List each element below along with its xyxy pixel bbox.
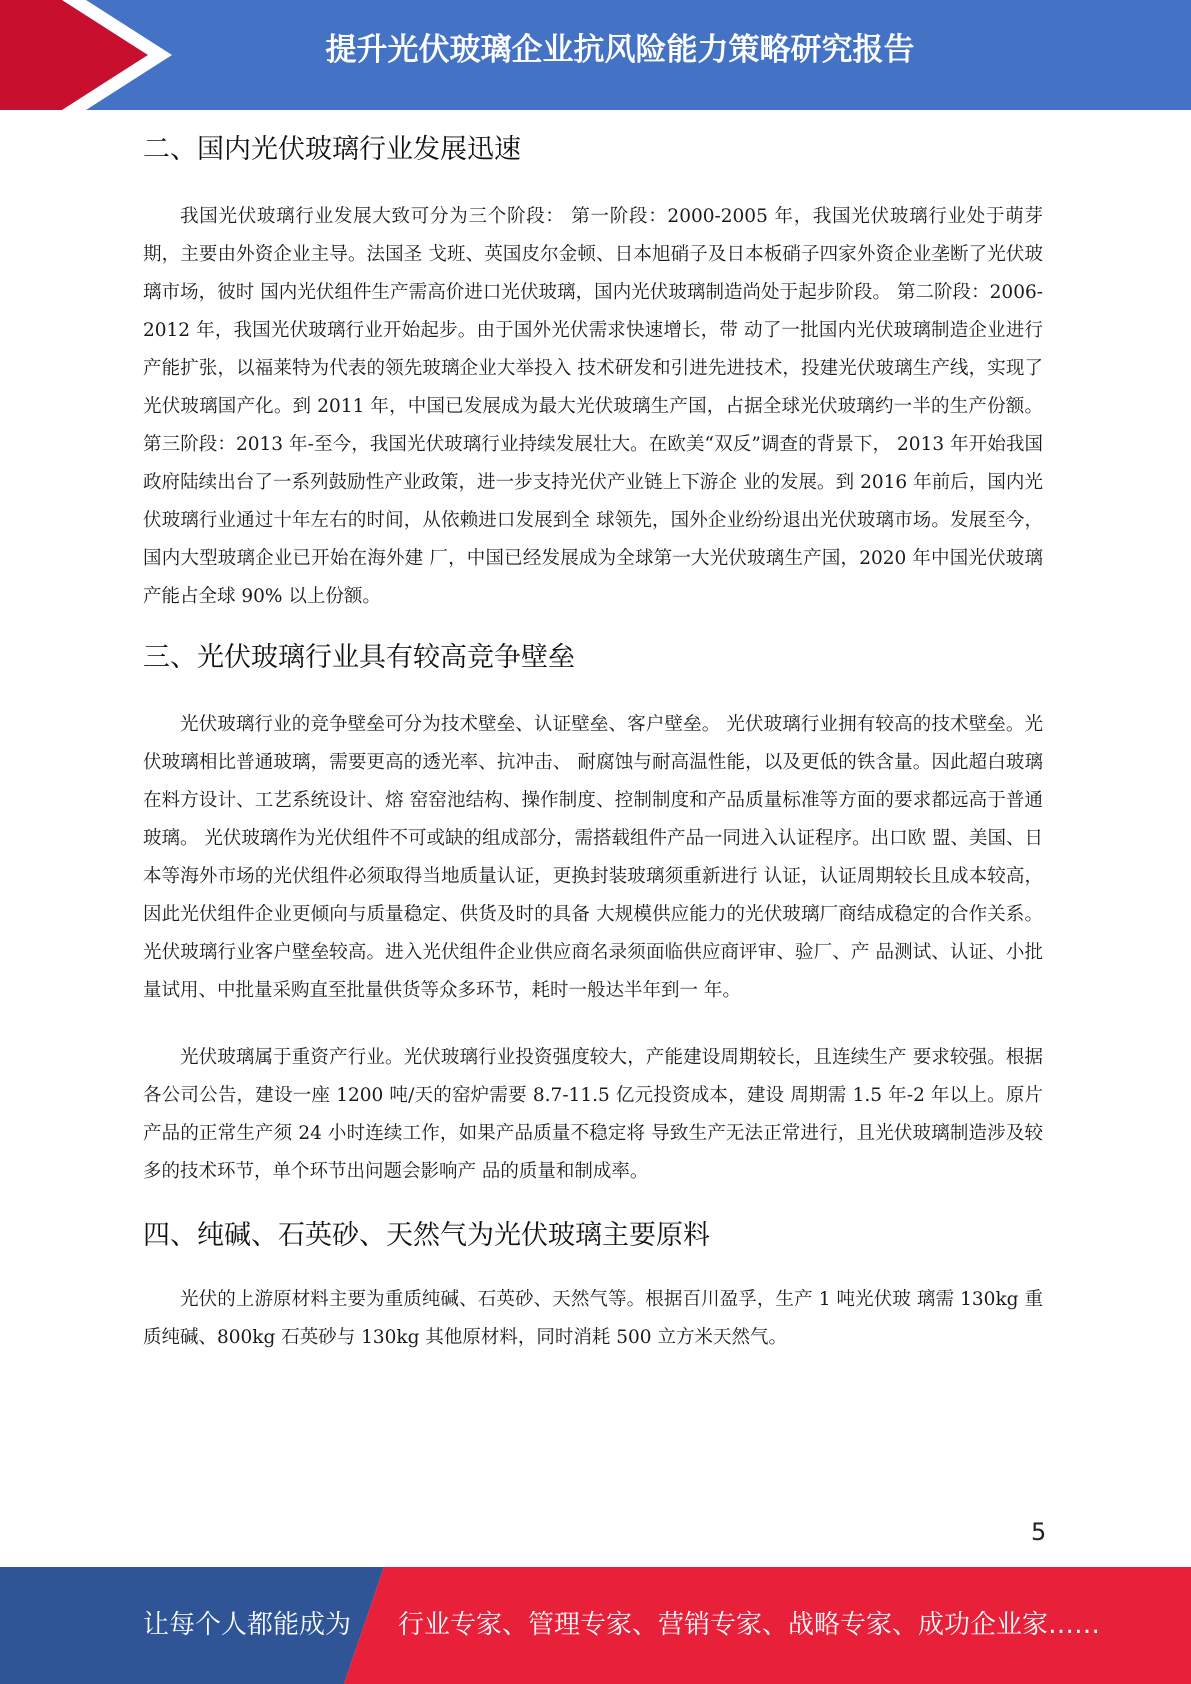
section-heading: 四、纯碱、石英砂、天然气为光伏玻璃主要原料 [143, 1220, 710, 1251]
paragraph: 光伏的上游原材料主要为重质纯碱、石英砂、天然气等。根据百川盈孚，生产 1 吨光伏玻 璃需 130kg 重质纯碱、800kg 石英砂与 130kg 其他原材料，同时消耗 500 立方米天然气。 [143, 1289, 1043, 1348]
section-heading: 二、国内光伏玻璃行业发展迅速 [143, 134, 521, 165]
page-header [0, 0, 1191, 110]
paragraph: 我国光伏玻璃行业发展大致可分为三个阶段： 第一阶段：2000-2005 年，我国光伏玻璃行业处于萌芽期，主要由外资企业主导。法国圣 戈班、英国皮尔金顿、日本旭硝子及日本板硝子四家外资企业垄断了光伏玻璃市场，彼时 国内光伏组件生产需高价进口光伏玻璃，国内光伏玻璃制造尚处于起步阶段。 第二阶段：2006-2012 年，我国光伏玻璃行业开始起步。由于国外光伏需求快速增长，带 动了一批国内光伏玻璃制造企业进行产能扩张，以福莱特为代表的领先玻璃企业大举投入 技术研发和引进先进技术，投建光伏玻璃生产线，实现了光伏玻璃国产化。到 2011 年，中国已发展成为最大光伏玻璃生产国，占据全球光伏玻璃约一半的生产份额。 第三阶段：2013 年-至今，我国光伏玻璃行业持续发展壮大。在欧美“双反”调查的背景下， 2013 年开始我国政府陆续出台了一系列鼓励性产业政策，进一步支持光伏产业链上下游企 业的发展。到 2016 年前后，国内光伏玻璃行业通过十年左右的时间，从依赖进口发展到全 球领先，国外企业纷纷退出光伏玻璃市场。发展至今，国内大型玻璃企业已开始在海外建 厂，中国已经发展成为全球第一大光伏玻璃生产国，2020 年中国光伏玻璃产能占全球 90% 以上份额。 [143, 206, 1043, 607]
paragraph: 光伏玻璃属于重资产行业。光伏玻璃行业投资强度较大，产能建设周期较长，且连续生产 要求较强。根据各公司公告，建设一座 1200 吨/天的窑炉需要 8.7-11.5 亿元投资成本，建设 周期需 1.5 年-2 年以上。原片产品的正常生产须 24 小时连续工作，如果产品质量不稳定将 导致生产无法正常进行，且光伏玻璃制造涉及较多的技术环节，单个环节出问题会影响产 品的质量和制成率。 [143, 1047, 1043, 1182]
footer-slogan-left: 让每个人都能成为 [143, 1610, 352, 1640]
footer-slogan-right: 行业专家、管理专家、营销专家、战略专家、成功企业家…… [398, 1610, 1101, 1640]
page-footer [0, 1567, 1191, 1684]
document-body [143, 130, 1043, 1357]
report-title: 提升光伏玻璃企业抗风险能力策略研究报告 [325, 32, 915, 68]
red-chevron-shape [0, 0, 148, 110]
paragraph: 光伏玻璃行业的竞争壁垒可分为技术壁垒、认证壁垒、客户壁垒。 光伏玻璃行业拥有较高的技术壁垒。光伏玻璃相比普通玻璃，需要更高的透光率、抗冲击、 耐腐蚀与耐高温性能，以及更低的铁含量。因此超白玻璃在料方设计、工艺系统设计、熔 窑窑池结构、操作制度、控制制度和产品质量标准等方面的要求都远高于普通玻璃。 光伏玻璃作为光伏组件不可或缺的组成部分，需搭载组件产品一同进入认证程序。出口欧 盟、美国、日本等海外市场的光伏组件必须取得当地质量认证，更换封装玻璃须重新进行 认证，认证周期较长且成本较高，因此光伏组件企业更倾向与质量稳定、供货及时的具备 大规模供应能力的光伏玻璃厂商结成稳定的合作关系。 光伏玻璃行业客户壁垒较高。进入光伏组件企业供应商名录须面临供应商评审、验厂、产 品测试、认证、小批量试用、中批量采购直至批量供货等众多环节，耗时一般达半年到一 年。 [143, 714, 1043, 1001]
page-number: 5 [1031, 1518, 1047, 1546]
section-heading: 三、光伏玻璃行业具有较高竞争壁垒 [143, 642, 575, 673]
